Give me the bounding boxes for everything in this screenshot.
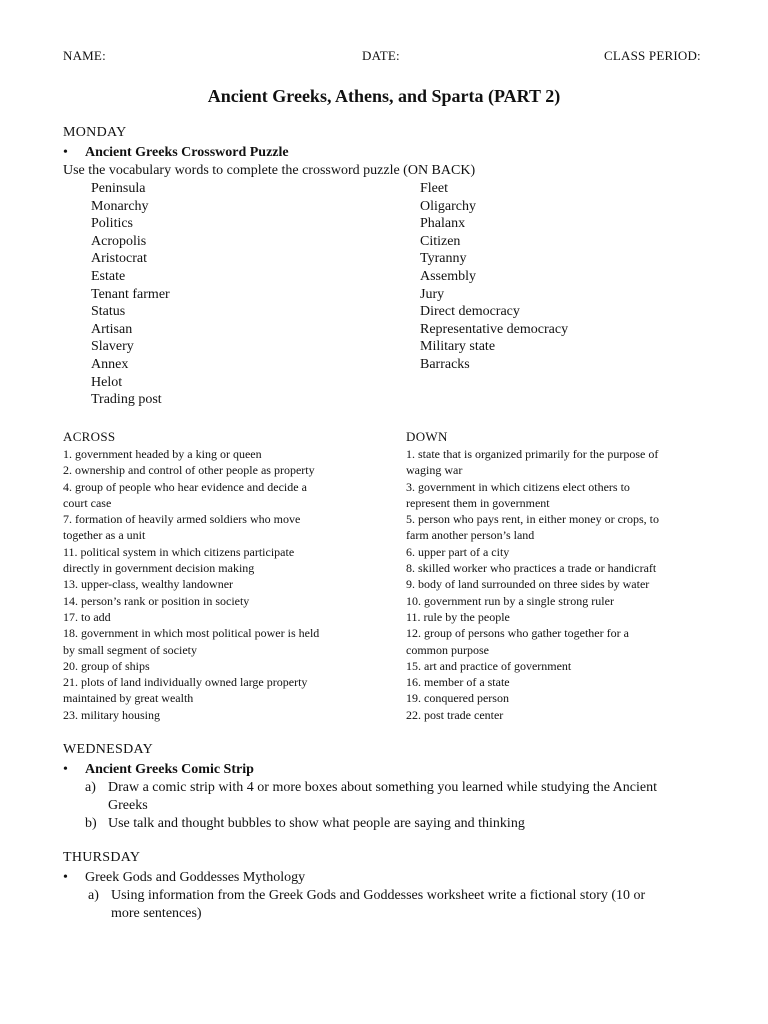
down-clue-line: farm another person’s land	[406, 528, 535, 543]
vocab-word: Trading post	[91, 392, 162, 408]
down-clue-line: common purpose	[406, 642, 489, 657]
monday-bullet-text: Ancient Greeks Crossword Puzzle	[85, 145, 289, 160]
across-clue-line: 13. upper-class, wealthy landowner	[63, 577, 234, 592]
down-clue-line: 6. upper part of a city	[406, 544, 510, 559]
vocab-word: Tenant farmer	[91, 286, 170, 302]
down-clue-line: 10. government run by a single strong ruler	[406, 593, 614, 608]
thursday-heading: THURSDAY	[63, 850, 141, 865]
bullet-glyph: •	[63, 762, 68, 777]
across-clues	[63, 446, 319, 723]
down-clue-line: 1. state that is organized primarily for the purpose of	[406, 447, 659, 461]
vocab-word: Helot	[91, 374, 123, 390]
across-heading: ACROSS	[63, 429, 116, 444]
down-clue-line: 9. body of land surrounded on three sides by water	[406, 577, 650, 592]
across-clue-line: 17. to add	[63, 609, 111, 624]
down-clues	[406, 446, 659, 723]
vocab-word: Oligarchy	[420, 198, 476, 214]
vocab-word: Phalanx	[420, 216, 466, 232]
across-clue-line: maintained by great wealth	[63, 691, 194, 706]
wednesday-bullet-text: Ancient Greeks Comic Strip	[85, 762, 254, 777]
across-clue-line: 4. group of people who hear evidence and decide a	[63, 479, 307, 494]
vocab-word: Annex	[91, 356, 129, 372]
page-title: Ancient Greeks, Athens, and Sparta (PART 2)	[207, 86, 561, 106]
wednesday-item-a	[85, 779, 657, 815]
across-clue-line: directly in government decision making	[63, 561, 255, 576]
thursday-bullet-text: Greek Gods and Goddesses Mythology	[85, 870, 306, 885]
vocab-list-left	[91, 180, 170, 409]
down-clue-line: 3. government in which citizens elect others to	[406, 479, 630, 494]
class-period-label: CLASS PERIOD:	[604, 48, 701, 63]
item-label: a)	[85, 780, 96, 795]
vocab-word: Aristocrat	[91, 251, 147, 267]
across-clue-line: by small segment of society	[63, 642, 197, 657]
vocab-word: Tyranny	[420, 251, 467, 267]
vocab-word: Assembly	[420, 268, 476, 284]
bullet-glyph: •	[63, 145, 68, 160]
name-label: NAME:	[63, 48, 106, 63]
vocab-word: Acropolis	[91, 233, 147, 249]
down-heading: DOWN	[406, 429, 448, 444]
vocab-word: Artisan	[91, 321, 133, 337]
vocab-word: Military state	[420, 339, 496, 355]
vocab-word: Monarchy	[91, 198, 149, 214]
item-text: Draw a comic strip with 4 or more boxes about something you learned while studying the Ancient	[108, 780, 657, 795]
down-clue-line: 8. skilled worker who practices a trade or handicraft	[406, 561, 657, 576]
wednesday-item-b	[85, 815, 525, 833]
across-clue-line: 11. political system in which citizens participate	[63, 544, 295, 559]
down-clue-line: 16. member of a state	[406, 675, 510, 690]
date-label: DATE:	[362, 48, 400, 63]
across-clue-line: 1. government headed by a king or queen	[63, 447, 262, 461]
vocab-word: Estate	[91, 268, 126, 284]
across-clue-line: 14. person’s rank or position in society	[63, 593, 250, 608]
down-clue-line: waging war	[406, 463, 463, 478]
across-clue-line: 7. formation of heavily armed soldiers who move	[63, 512, 301, 527]
vocab-word: Direct democracy	[420, 304, 520, 320]
vocab-word: Jury	[420, 286, 445, 302]
vocab-word: Fleet	[420, 181, 448, 196]
across-clue-line: together as a unit	[63, 528, 146, 543]
monday-instruction: Use the vocabulary words to complete the crossword puzzle (ON BACK)	[63, 163, 476, 178]
vocab-word: Politics	[91, 216, 134, 232]
across-clue-line: 18. government in which most political power is held	[63, 626, 320, 641]
across-clue-line: 21. plots of land individually owned large property	[63, 675, 308, 690]
wednesday-heading: WEDNESDAY	[63, 742, 154, 757]
wednesday-bullet	[63, 762, 254, 778]
vocab-word: Peninsula	[91, 181, 146, 196]
item-text: Using information from the Greek Gods and Goddesses worksheet write a fictional story (10 or	[111, 888, 646, 903]
item-label: a)	[88, 888, 99, 903]
bullet-glyph: •	[63, 870, 68, 885]
down-clue-line: 15. art and practice of government	[406, 658, 572, 673]
across-clue-line: court case	[63, 495, 112, 510]
thursday-bullet	[63, 870, 305, 886]
item-label: b)	[85, 816, 97, 831]
vocab-list-right	[420, 180, 568, 374]
down-clue-line: 19. conquered person	[406, 691, 509, 706]
across-clue-line: 23. military housing	[63, 707, 160, 722]
down-clue-line: 11. rule by the people	[406, 609, 510, 624]
vocab-word: Barracks	[420, 356, 470, 372]
vocab-word: Citizen	[420, 233, 461, 249]
across-clue-line: 2. ownership and control of other people as property	[63, 463, 315, 478]
vocab-word: Status	[91, 304, 126, 320]
item-text: Use talk and thought bubbles to show what people are saying and thinking	[108, 816, 525, 831]
down-clue-line: 5. person who pays rent, in either money or crops, to	[406, 512, 659, 527]
down-clue-line: 12. group of persons who gather together for a	[406, 626, 629, 641]
vocab-word: Slavery	[91, 339, 134, 355]
across-clue-line: 20. group of ships	[63, 658, 150, 673]
item-text: Greeks	[108, 798, 148, 813]
item-text: more sentences)	[111, 906, 202, 921]
thursday-item-a	[88, 887, 645, 923]
down-clue-line: represent them in government	[406, 495, 550, 510]
vocab-word: Representative democracy	[420, 321, 569, 337]
monday-heading: MONDAY	[63, 125, 127, 140]
monday-bullet	[63, 145, 289, 161]
down-clue-line: 22. post trade center	[406, 707, 504, 722]
